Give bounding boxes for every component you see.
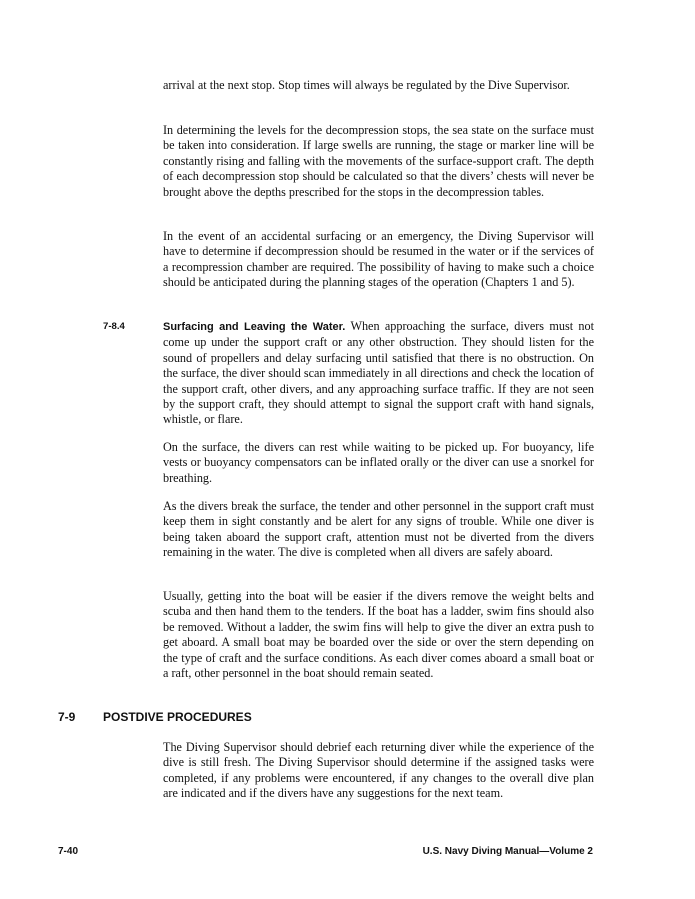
run-in-heading: Surfacing and Leaving the Water. <box>163 321 346 333</box>
paragraph-surfacing-body: When approaching the surface, divers must not come up under the support craft or any other obstruction. They should listen for the sound of propellers and delay surfacing until satisfied that there is no obstruction. On the surface, the diver should scan immediately in all directions and check the location of the support craft, other divers, and any approaching surface traffic. If they are not seen by the support craft, they should attempt to signal the support craft with hand signals, whistle, or flare. <box>163 319 594 427</box>
footer-title: U.S. Navy Diving Manual—Volume 2 <box>422 846 593 857</box>
paragraph-sea-state: In determining the levels for the decompression stops, the sea state on the surface must be taken into consideration. If large swells are running, the stage or marker line will be constantly rising and falling with the movements of the surface-support craft. The depth of each decompression stop should be calculated so that the divers’ chests will never be brought above the depths prescribed for the stops in the decompression tables. <box>163 123 594 199</box>
paragraph-accidental-surfacing: In the event of an accidental surfacing or an emergency, the Diving Supervisor will have to determine if decompression should be resumed in the water or if the services of a recompression chamber are required. The possibility of having to make such a choice should be anticipated during the planning stages of the operation (Chapters 1 and 5). <box>163 229 594 290</box>
paragraph-surfacing <box>163 319 594 428</box>
paragraph-stop-times: arrival at the next stop. Stop times will always be regulated by the Dive Supervisor. <box>163 78 570 92</box>
paragraph-break-surface: As the divers break the surface, the tender and other personnel in the support craft must keep them in sight constantly and be alert for any signs of trouble. While one diver is being taken aboard the support craft, attention must not be diverted from the divers remaining in the water. The dive is completed when all divers are safely aboard. <box>163 499 594 560</box>
chapter-section-title: POSTDIVE PROCEDURES <box>103 710 252 724</box>
paragraph-debrief: The Diving Supervisor should debrief each returning diver while the experience of the dive is still fresh. The Diving Supervisor should determine if the assigned tasks were completed, if any problems were encountered, if any changes to the overall dive plan are indicated and if the divers have any suggestions for the next team. <box>163 740 594 801</box>
section-number: 7-8.4 <box>103 321 125 332</box>
chapter-section-number: 7-9 <box>58 710 76 724</box>
paragraph-boarding: Usually, getting into the boat will be easier if the divers remove the weight belts and scuba and then hand them to the tenders. If the boat has a ladder, swim fins should also be removed. Without a ladder, the swim fins will help to give the diver an extra push to get aboard. A small boat may be boarded over the side or over the stern depending on the type of craft and the surface conditions. As each diver comes aboard a small boat or a raft, other personnel in the boat should remain seated. <box>163 589 594 681</box>
paragraph-rest-buoyancy: On the surface, the divers can rest while waiting to be picked up. For buoyancy, life vests or buoyancy compensators can be inflated orally or the diver can use a snorkel for breathing. <box>163 440 594 485</box>
page-number: 7-40 <box>58 846 79 857</box>
